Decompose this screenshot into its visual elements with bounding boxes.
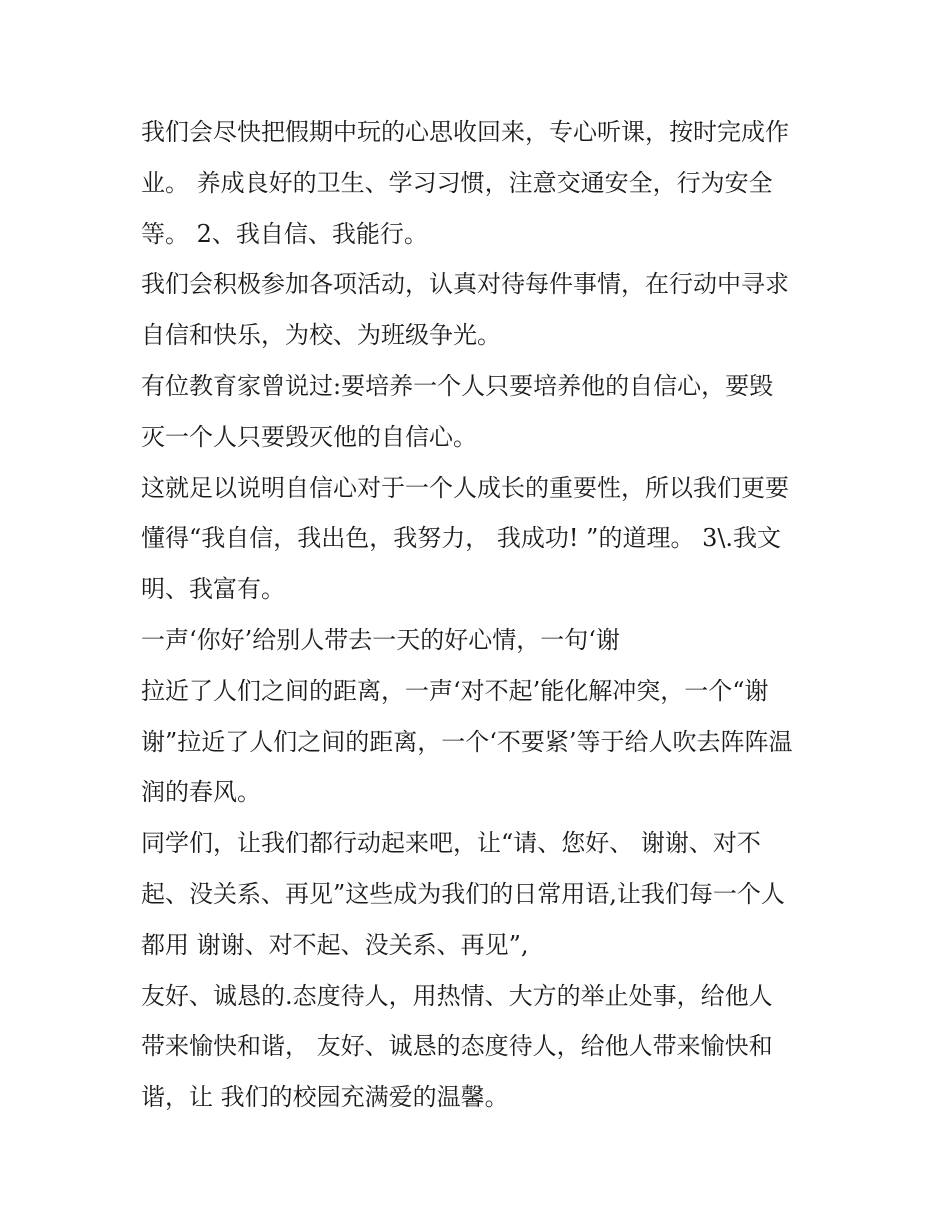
text-line: 我们会尽快把假期中玩的心思收回来，专心听课，按时完成作 [141,118,789,146]
text-line: 懂得“我自信，我出色，我努力， 我成功! ”的道理。 3\.我文 [141,524,782,553]
document-body [141,107,821,1123]
text-line: 灭一个人只要毁灭他的自信心。 [141,422,477,451]
text-line: 带来愉快和谐， 友好、诚恳的态度待人，给他人带来愉快和 [141,1032,773,1061]
text-line: 拉近了人们之间的距离，一声‘对不起’能化解冲突，一个“谢 [141,676,769,705]
text-line: 都用 谢谢、对不起、没关系、再见”, [141,930,529,959]
text-line: 润的春风。 [141,778,261,807]
text-line: 谢”拉近了人们之间的距离，一个‘不要紧’等于给人吹去阵阵温 [141,727,793,756]
text-line: 这就足以说明自信心对于一个人成长的重要性，所以我们更要 [141,473,789,502]
text-line: 起、没关系、再见”这些成为我们的日常用语,让我们每一个人 [141,879,785,908]
text-line: 业。 养成良好的卫生、学习习惯，注意交通安全，行为安全 [141,168,773,197]
text-line: 友好、诚恳的.态度待人，用热情、大方的举止处事，给他人 [141,981,773,1010]
text-line: 自信和快乐，为校、为班级争光。 [141,321,501,350]
text-line: 等。 2、我自信、我能行。 [141,219,428,248]
text-line: 同学们，让我们都行动起来吧，让“请、您好、 谢谢、对不 [141,829,761,858]
text-line: 我们会积极参加各项活动，认真对待每件事情，在行动中寻求 [141,270,789,299]
text-line: 有位教育家曾说过:要培养一个人只要培养他的自信心，要毁 [141,371,774,400]
text-line: 明、我富有。 [141,575,285,604]
text-line: 谐，让 我们的校园充满爱的温馨。 [141,1083,509,1112]
text-line: 一声‘你好’给别人带去一天的好心情，一句‘谢 [141,625,620,654]
